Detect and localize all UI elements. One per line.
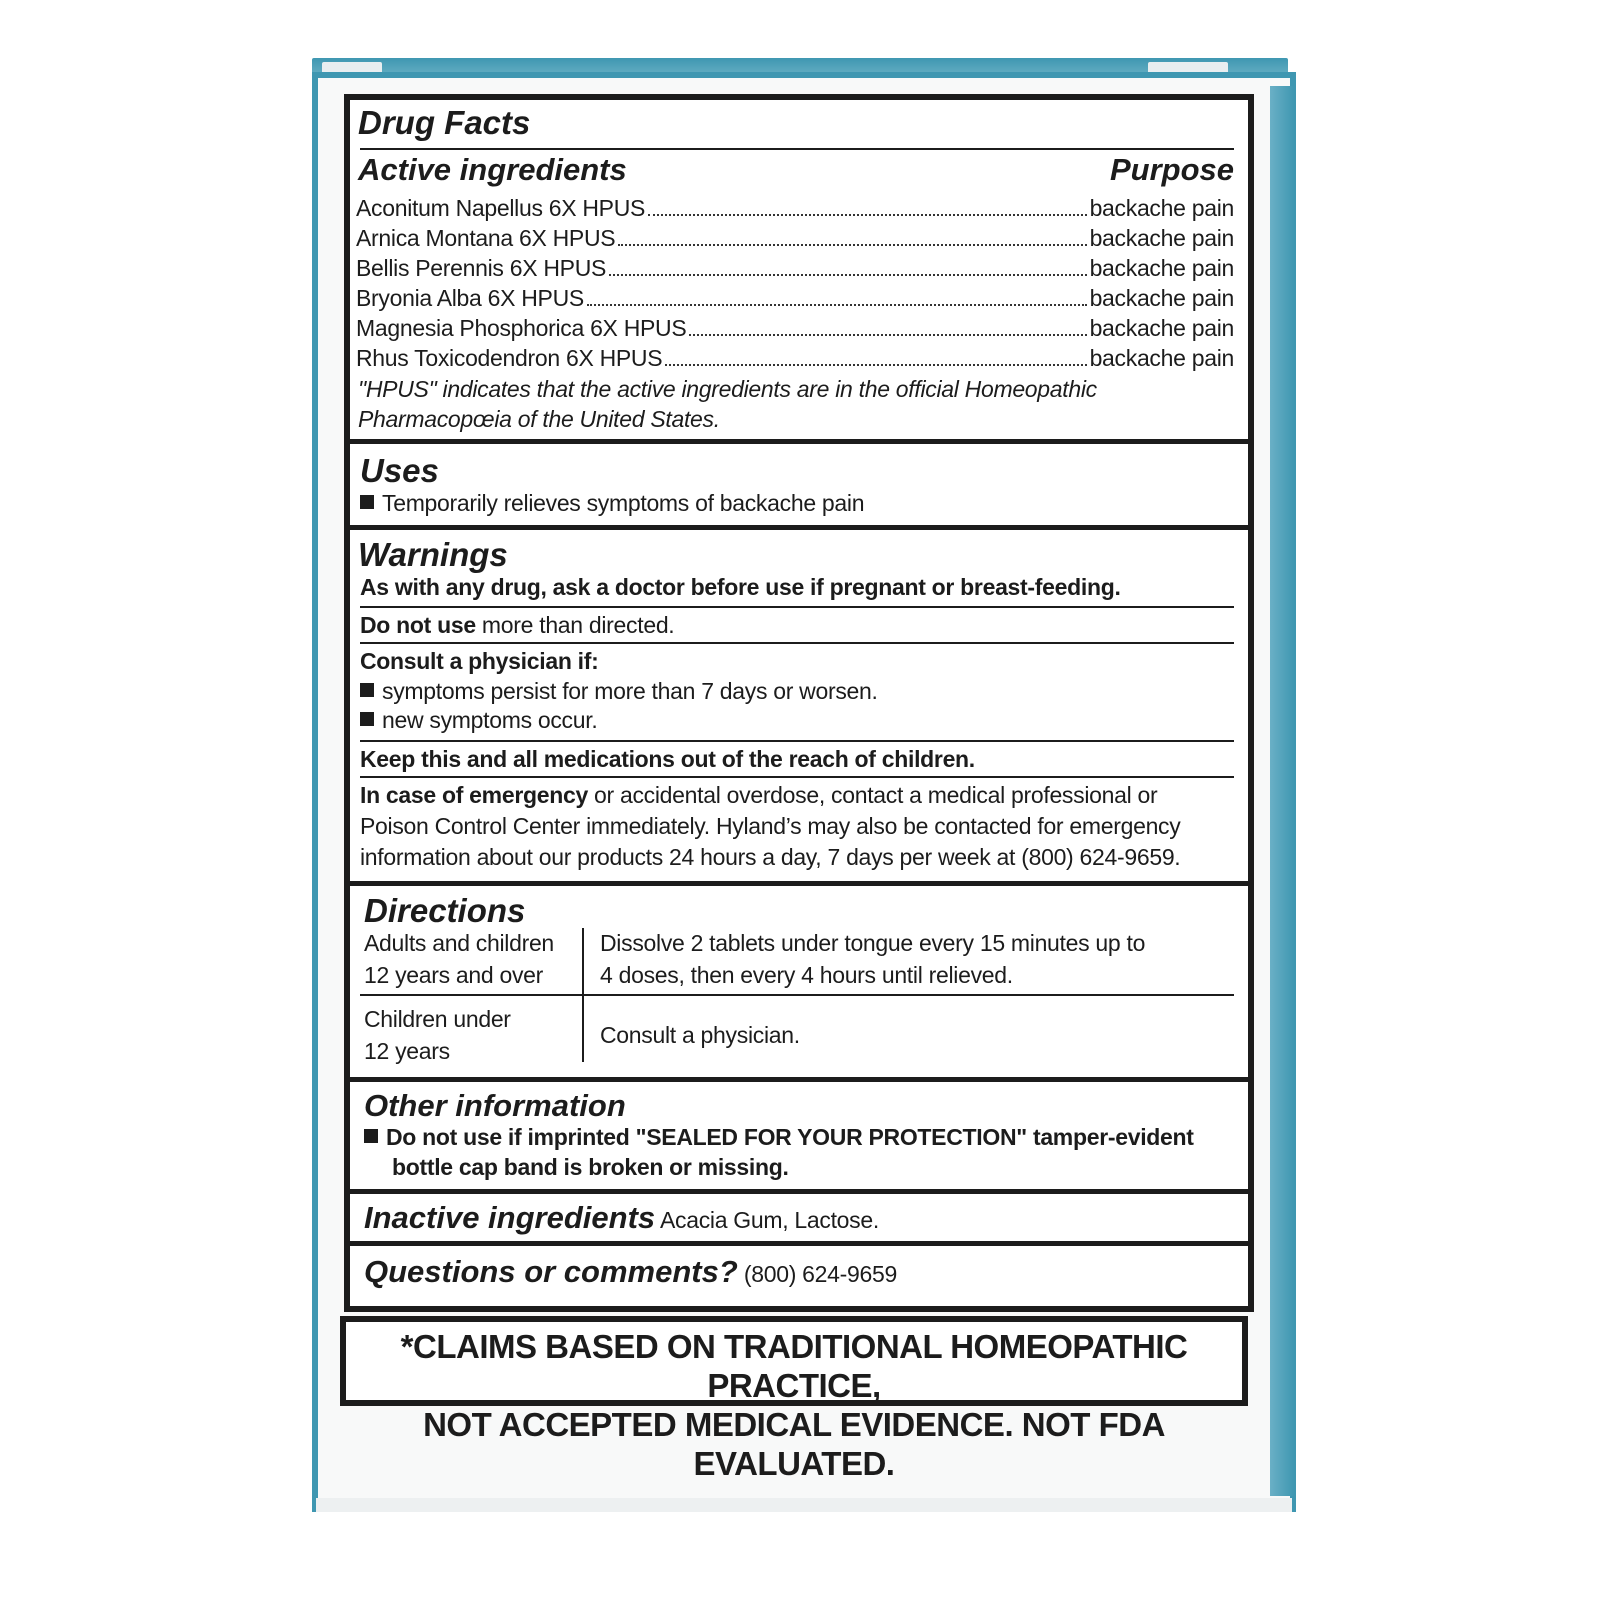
ingredient-purpose: backache pain	[1089, 345, 1234, 371]
bullet-icon	[360, 495, 374, 509]
emergency-text-line2: Poison Control Center immediately. Hyland’s may also be contacted for emergency	[360, 813, 1181, 839]
ingredient-name: Bryonia Alba 6X HPUS	[356, 285, 584, 311]
warnings-heading: Warnings	[358, 536, 508, 573]
ingredient-purpose: backache pain	[1089, 225, 1234, 251]
directions-section	[350, 886, 1248, 1082]
active-ingredients-section	[350, 100, 1248, 444]
warning-rule	[360, 606, 1234, 608]
claims-disclaimer-box	[340, 1316, 1248, 1482]
inactive-ingredients-section	[350, 1194, 1248, 1246]
questions-line	[364, 1254, 897, 1290]
consult-item	[360, 678, 878, 705]
other-information-section	[350, 1082, 1248, 1194]
hpus-note: "HPUS" indicates that the active ingredients are in the official Homeopathic	[358, 376, 1097, 402]
directions-what: Consult a physician.	[600, 1022, 800, 1048]
package-side-edge	[1270, 86, 1294, 1496]
leader-dots	[648, 214, 1086, 216]
warning-rule	[360, 776, 1234, 778]
ingredient-row	[356, 222, 1234, 252]
ingredient-name: Magnesia Phosphorica 6X HPUS	[356, 315, 687, 341]
ingredient-purpose: backache pain	[1089, 255, 1234, 281]
directions-row-rule	[360, 994, 1234, 996]
warning-rule	[360, 642, 1234, 644]
uses-section	[350, 444, 1248, 530]
ingredient-row	[356, 312, 1234, 342]
questions-phone: (800) 624-9659	[737, 1261, 897, 1287]
emergency-warning	[360, 782, 1157, 809]
uses-item-text: Temporarily relieves symptoms of backache pain	[382, 490, 865, 516]
warnings-section	[350, 530, 1248, 886]
do-not-use-text: more than directed.	[475, 612, 675, 638]
ingredient-name: Rhus Toxicodendron 6X HPUS	[356, 345, 663, 371]
keep-away-warning: Keep this and all medications out of the reach of children.	[360, 746, 975, 772]
uses-heading: Uses	[360, 452, 439, 489]
pregnancy-warning: As with any drug, ask a doctor before use if pregnant or breast-feeding.	[360, 574, 1121, 600]
leader-dots	[609, 274, 1087, 276]
bullet-icon	[360, 683, 374, 697]
ingredient-row	[356, 282, 1234, 312]
ingredient-name: Bellis Perennis 6X HPUS	[356, 255, 607, 281]
ingredient-purpose: backache pain	[1089, 195, 1234, 221]
uses-item	[360, 490, 864, 517]
hpus-note-continued: Pharmacopœia of the United States.	[358, 406, 720, 432]
warning-rule	[360, 740, 1234, 742]
emergency-text: or accidental overdose, contact a medical professional or	[587, 782, 1158, 808]
ingredient-purpose: backache pain	[1089, 315, 1234, 341]
consult-heading: Consult a physician if:	[360, 648, 599, 674]
bullet-icon	[364, 1129, 378, 1143]
questions-section	[350, 1246, 1248, 1306]
ingredient-row	[356, 342, 1234, 372]
inactive-ingredients-line	[364, 1200, 879, 1236]
drug-facts-panel	[344, 94, 1254, 1312]
ingredient-purpose: backache pain	[1089, 285, 1234, 311]
directions-heading: Directions	[364, 892, 526, 929]
do-not-use-warning	[360, 612, 674, 639]
directions-what-continued: 4 doses, then every 4 hours until relieved.	[600, 962, 1013, 988]
bullet-icon	[360, 712, 374, 726]
ingredient-row	[356, 192, 1234, 222]
purpose-heading: Purpose	[1109, 152, 1234, 187]
other-information-heading: Other information	[364, 1088, 626, 1123]
questions-heading: Questions or comments?	[364, 1254, 738, 1289]
ingredient-row	[356, 252, 1234, 282]
other-information-item	[364, 1124, 1194, 1151]
leader-dots	[587, 304, 1087, 306]
active-ingredients-heading: Active ingredients	[358, 152, 627, 187]
other-information-text: Do not use if imprinted "SEALED FOR YOUR PROTECTION" tamper-evident	[386, 1124, 1194, 1150]
do-not-use-label: Do not use	[360, 612, 476, 638]
drug-facts-title: Drug Facts	[358, 104, 531, 141]
consult-item-text: new symptoms occur.	[382, 707, 598, 733]
directions-what: Dissolve 2 tablets under tongue every 15 minutes up to	[600, 930, 1146, 956]
leader-dots	[665, 364, 1086, 366]
claims-line1: *CLAIMS BASED ON TRADITIONAL HOMEOPATHIC PRACTICE,	[400, 1328, 1188, 1404]
consult-item-text: symptoms persist for more than 7 days or worsen.	[382, 678, 878, 704]
directions-who-continued: 12 years and over	[364, 962, 544, 988]
inactive-ingredients-text: Acacia Gum, Lactose.	[655, 1207, 879, 1233]
consult-item	[360, 707, 597, 734]
ingredient-name: Arnica Montana 6X HPUS	[356, 225, 616, 251]
directions-who-continued: 12 years	[364, 1038, 450, 1064]
leader-dots	[618, 244, 1086, 246]
other-information-text-continued: bottle cap band is broken or missing.	[392, 1154, 789, 1180]
directions-who: Adults and children	[364, 930, 554, 956]
leader-dots	[689, 334, 1086, 336]
inactive-ingredients-heading: Inactive ingredients	[364, 1200, 656, 1235]
emergency-label: In case of emergency	[360, 782, 588, 808]
claims-line2: NOT ACCEPTED MEDICAL EVIDENCE. NOT FDA EVALUATED.	[423, 1406, 1165, 1482]
emergency-text-line3: information about our products 24 hours a day, 7 days per week at (800) 624-9659.	[360, 844, 1181, 870]
title-rule	[360, 148, 1234, 150]
ingredient-name: Aconitum Napellus 6X HPUS	[356, 195, 646, 221]
package-bottom-edge	[316, 1498, 1292, 1512]
directions-who: Children under	[364, 1006, 511, 1032]
